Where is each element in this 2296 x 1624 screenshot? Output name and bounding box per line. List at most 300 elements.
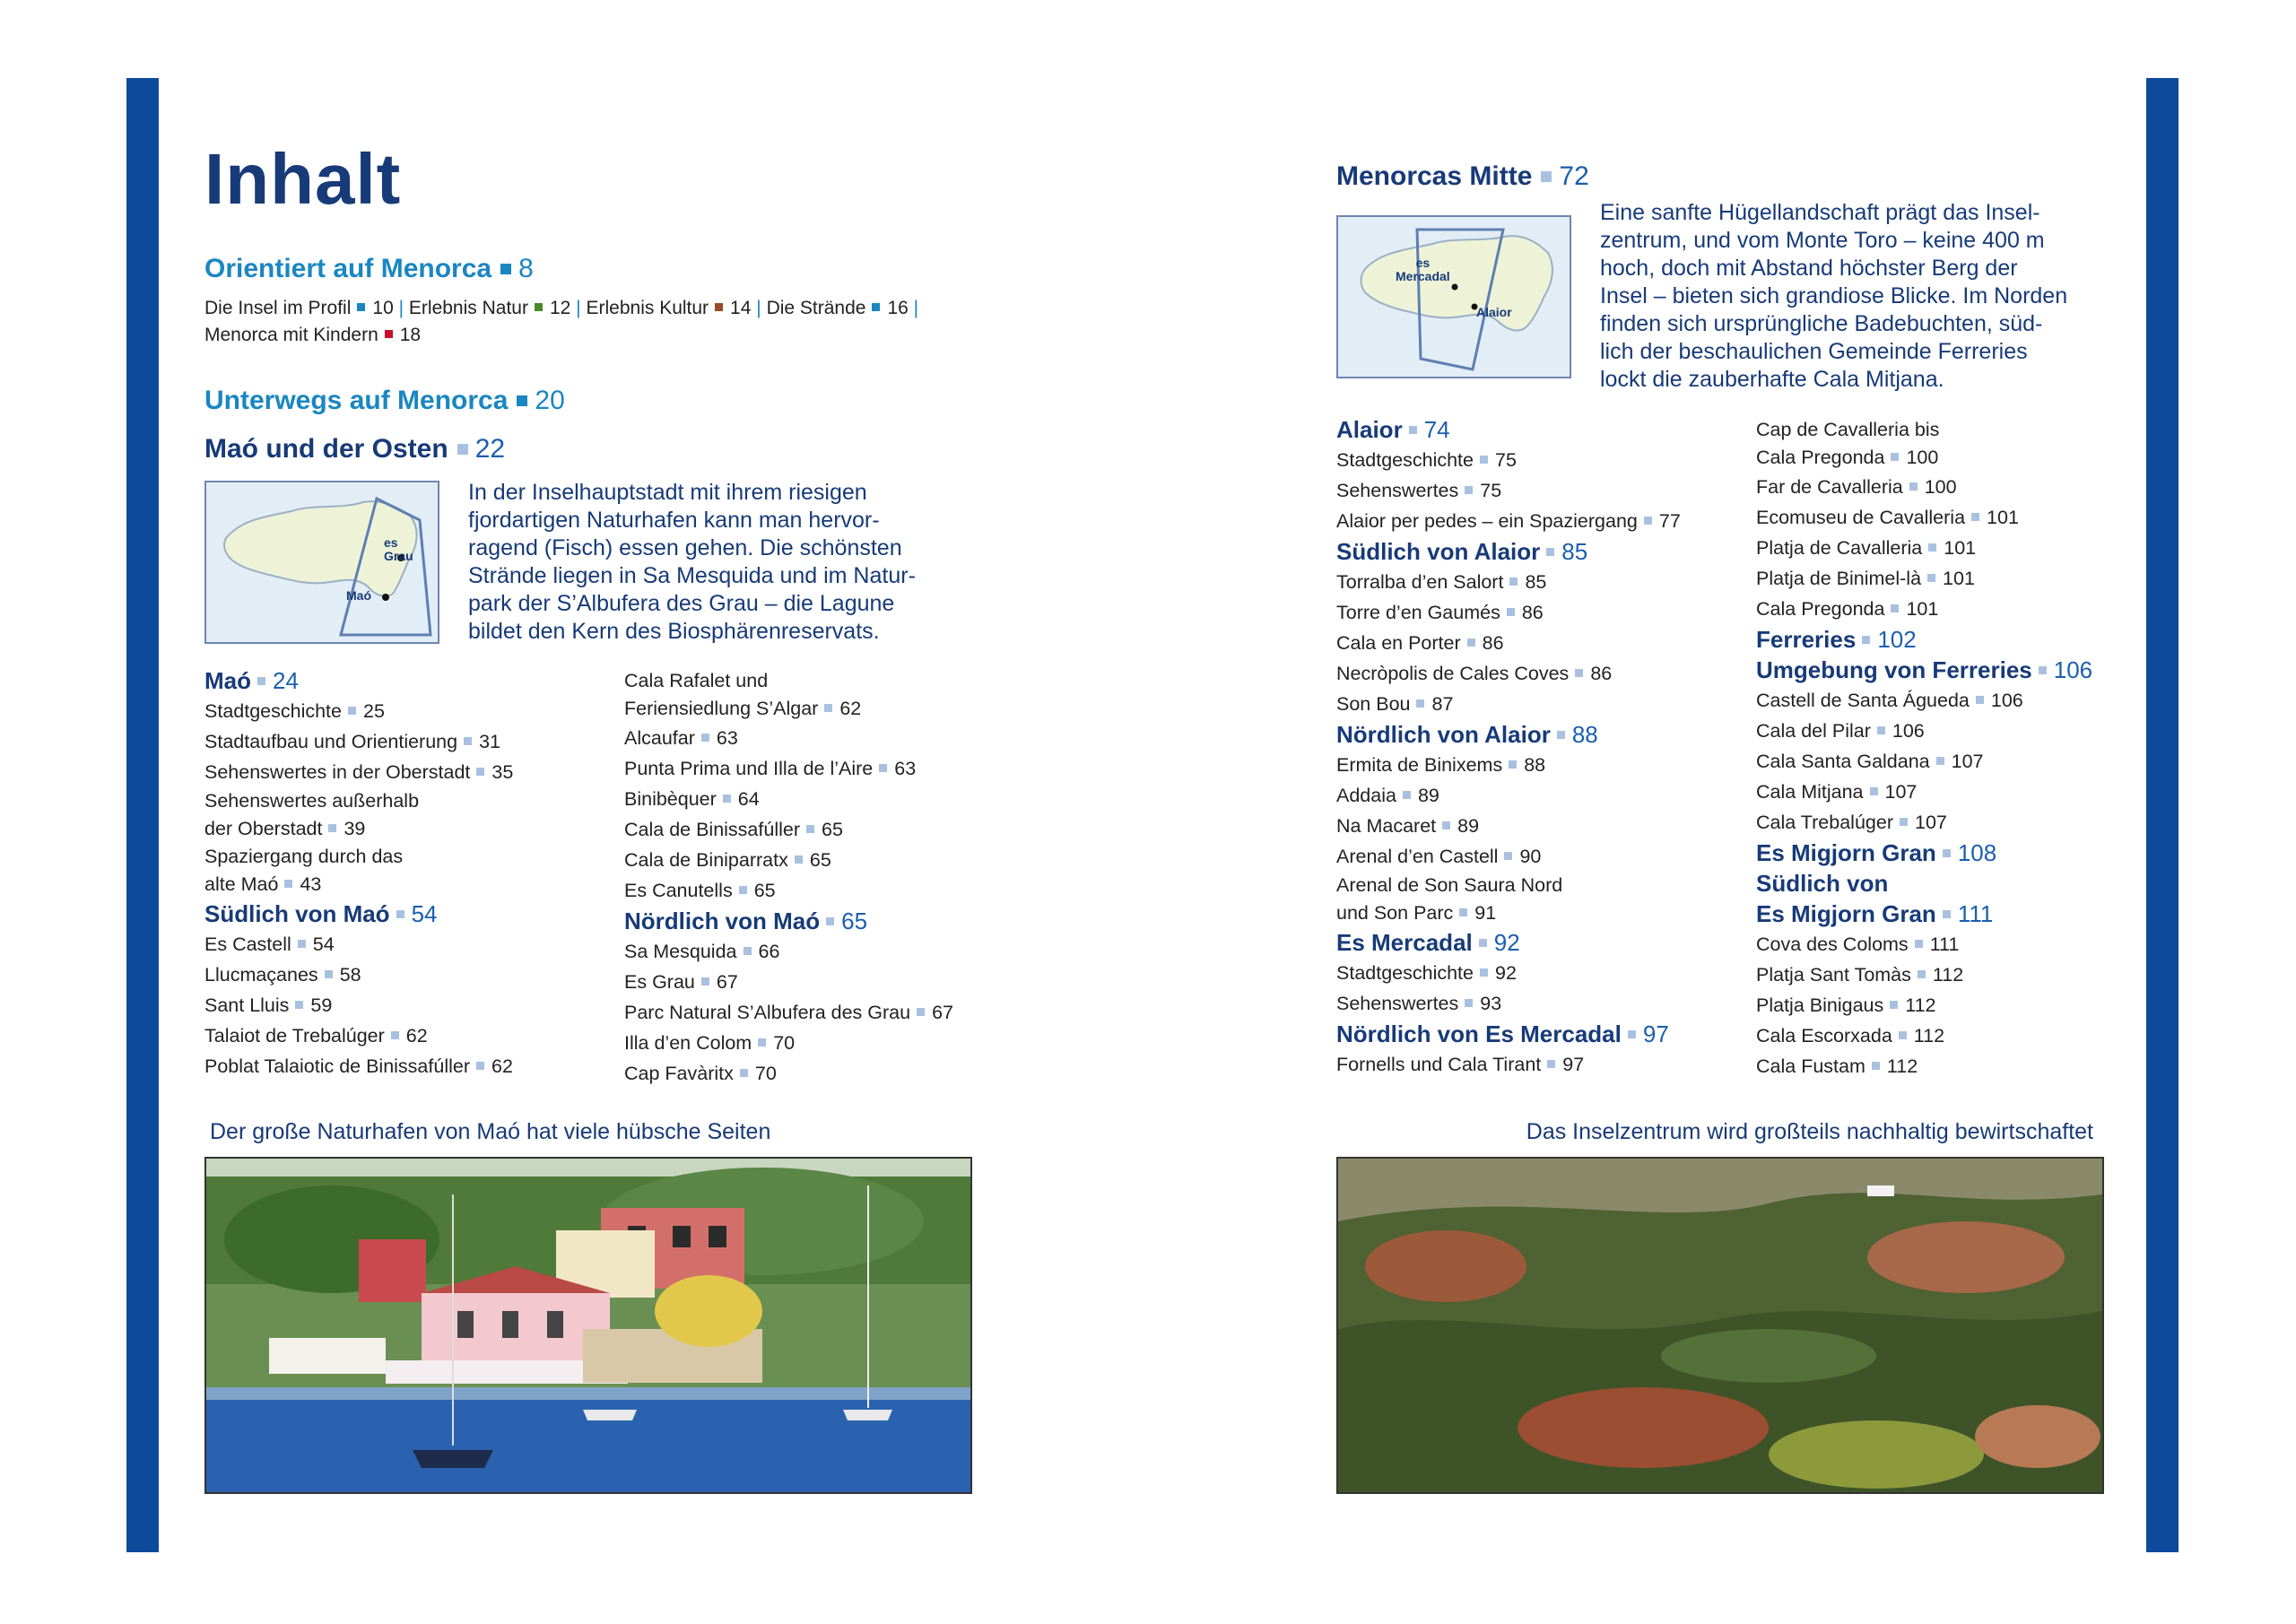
map-menorcas-mitte — [1336, 215, 1571, 378]
toc-entry-title: Torralba d’en Salort — [1336, 571, 1504, 593]
toc-entry-title-line2: alte Maó — [204, 873, 279, 895]
toc-entry[interactable] — [204, 1020, 617, 1051]
square-marker-icon — [325, 970, 333, 978]
toc-section-heading[interactable] — [1756, 624, 2115, 655]
page-number: 106 — [2053, 656, 2093, 683]
toc-entry[interactable] — [624, 936, 983, 967]
square-marker-icon — [1557, 731, 1565, 739]
square-marker-icon — [357, 303, 365, 311]
toc-entry[interactable] — [624, 784, 983, 814]
square-marker-icon — [2039, 666, 2047, 674]
toc-entry[interactable] — [1756, 1051, 2115, 1081]
square-marker-icon — [295, 1001, 303, 1009]
toc-entry[interactable] — [1756, 746, 2115, 777]
toc-entry[interactable] — [1336, 628, 1749, 658]
page-number: 65 — [822, 819, 843, 840]
page-number: 58 — [339, 964, 361, 986]
page-number: 93 — [1480, 993, 1502, 1014]
square-marker-icon — [1943, 849, 1951, 857]
page-number: 64 — [737, 788, 760, 810]
page-number: 85 — [1561, 538, 1588, 565]
toc-entry[interactable] — [624, 997, 983, 1028]
toc-entry[interactable] — [204, 757, 617, 787]
right-page-edge-bar — [2146, 78, 2179, 1552]
page-number: 92 — [1493, 929, 1520, 956]
island-map-icon — [1338, 217, 1570, 377]
square-marker-icon — [1546, 548, 1554, 556]
toc-entry-title: Sehenswertes — [1336, 480, 1459, 501]
page-number: 62 — [405, 1025, 428, 1046]
page-number: 106 — [1892, 720, 1925, 742]
square-marker-icon — [298, 940, 306, 948]
toc-entry-title: Nördlich von Es Mercadal — [1336, 1020, 1622, 1047]
page-number: 86 — [1521, 602, 1544, 623]
photo-caption-left: Der große Naturhafen von Maó hat viele hübsche Seiten — [210, 1119, 771, 1144]
toc-entry[interactable] — [1336, 750, 1749, 780]
page-number: 101 — [1987, 507, 2019, 528]
square-marker-icon — [723, 795, 731, 803]
toc-entry-title: Cala del Pilar — [1756, 720, 1871, 742]
page-number: 67 — [932, 1002, 953, 1023]
intro-item[interactable]: Menorca mit Kindern — [204, 325, 378, 345]
toc-entry-title: Es Migjorn Gran — [1756, 839, 1936, 866]
toc-entry[interactable] — [204, 726, 617, 757]
toc-entry[interactable] — [1336, 567, 1749, 597]
square-marker-icon — [1915, 940, 1923, 948]
toc-entry-title: Südlich von Maó — [204, 900, 390, 927]
square-marker-icon — [257, 677, 265, 685]
square-marker-icon — [1877, 726, 1885, 734]
toc-entry-title: Parc Natural S’Albufera des Grau — [624, 1002, 911, 1023]
toc-entry[interactable] — [1336, 445, 1749, 475]
toc-entry-title: Cala Rafalet und — [624, 670, 769, 691]
toc-entry-title: Sehenswertes in der Oberstadt — [204, 761, 471, 783]
square-marker-icon — [1480, 968, 1488, 977]
square-marker-icon — [826, 917, 834, 925]
page-number: 75 — [1480, 480, 1502, 501]
square-marker-icon — [1971, 513, 1979, 521]
toc-entry-title-line2: Cala Pregonda — [1756, 447, 1885, 468]
toc-entry[interactable] — [1756, 416, 2115, 472]
page-number: 86 — [1482, 632, 1504, 654]
square-marker-icon — [879, 764, 887, 772]
page-number: 67 — [716, 971, 738, 993]
toc-entry[interactable] — [624, 967, 983, 997]
square-marker-icon — [1459, 908, 1467, 916]
square-marker-icon — [1547, 1060, 1555, 1068]
toc-entry-title: Talaiot de Trebalúger — [204, 1025, 385, 1046]
page-number: 63 — [716, 727, 738, 749]
toc-section-heading[interactable] — [1756, 655, 2115, 685]
toc-entry-title: Poblat Talaiotic de Binissafúller — [204, 1055, 470, 1077]
toc-entry-title: Ferreries — [1756, 626, 1857, 653]
square-marker-icon — [1927, 574, 1935, 582]
toc-entry-title-line2: der Oberstadt — [204, 818, 323, 839]
square-marker-icon — [396, 910, 404, 918]
square-marker-icon — [1409, 426, 1417, 434]
page-number: 112 — [1913, 1025, 1945, 1046]
toc-entry[interactable] — [1756, 594, 2115, 624]
square-marker-icon — [1403, 791, 1411, 799]
toc-entry[interactable] — [1336, 475, 1749, 506]
toc-entry[interactable] — [624, 1058, 983, 1089]
square-marker-icon — [1918, 970, 1926, 978]
square-marker-icon — [1504, 852, 1512, 860]
toc-entry-title: Na Macaret — [1336, 815, 1437, 837]
heading-mitte[interactable] — [1336, 161, 1589, 192]
page-number: 85 — [1525, 571, 1547, 593]
square-marker-icon — [535, 303, 543, 311]
toc-entry-title: Cala Pregonda — [1756, 598, 1885, 620]
square-marker-icon — [758, 1038, 766, 1046]
page-number: 31 — [479, 731, 501, 752]
toc-entry[interactable] — [1336, 958, 1749, 988]
toc-entry-title: Necròpolis de Cales Coves — [1336, 663, 1570, 684]
page-number: 92 — [1495, 962, 1517, 984]
square-marker-icon — [1541, 171, 1552, 182]
toc-entry-title: Cap Favàritx — [624, 1063, 734, 1084]
square-marker-icon — [739, 886, 747, 894]
intro-item[interactable]: Erlebnis Natur — [408, 298, 528, 318]
square-marker-icon — [740, 1069, 748, 1077]
square-marker-icon — [1509, 578, 1518, 586]
toc-entry-title: Platja de Binimel-là — [1756, 568, 1922, 589]
toc-entry-title-line2: Feriensiedlung S’Algar — [624, 698, 819, 719]
square-marker-icon — [1575, 669, 1583, 677]
toc-section-heading[interactable] — [204, 665, 617, 696]
square-marker-icon — [1479, 939, 1487, 947]
toc-entry[interactable] — [204, 990, 617, 1020]
toc-entry[interactable] — [1756, 472, 2115, 502]
separator: | — [913, 298, 919, 318]
toc-entry[interactable] — [624, 875, 983, 906]
landscape-photo-image — [1338, 1159, 2102, 1492]
toc-section-heading[interactable] — [1336, 719, 1749, 750]
toc-entry[interactable] — [1756, 990, 2115, 1020]
toc-section-heading[interactable] — [1336, 1019, 1749, 1049]
toc-entry[interactable] — [624, 753, 983, 784]
toc-entry[interactable] — [1336, 988, 1749, 1019]
page-number: 65 — [841, 908, 868, 934]
toc-entry[interactable] — [1756, 685, 2115, 716]
square-marker-icon — [1900, 818, 1908, 826]
square-marker-icon — [1890, 1001, 1898, 1009]
map-label-es-mercadal: es Mercadal — [1396, 256, 1450, 283]
page-number: 107 — [1884, 781, 1918, 803]
page-number: 112 — [1886, 1055, 1918, 1077]
toc-entry[interactable] — [1756, 929, 2115, 960]
toc-entry-title-line2: Es Migjorn Gran — [1756, 900, 1936, 927]
toc-entry[interactable] — [1756, 716, 2115, 746]
page-number: 22 — [474, 434, 506, 464]
page-number: 65 — [809, 849, 831, 871]
toc-entry-title: Nördlich von Maó — [624, 908, 821, 934]
page-number: 90 — [1519, 846, 1542, 867]
heading-unterwegs-label: Unterwegs auf Menorca — [204, 386, 509, 415]
toc-entry[interactable] — [1336, 872, 1749, 927]
heading-orientiert-label: Orientiert auf Menorca — [204, 254, 492, 283]
page-number: 8 — [518, 254, 534, 283]
toc-entry[interactable] — [1336, 780, 1749, 811]
square-marker-icon — [1465, 486, 1473, 494]
heading-osten-label: Maó und der Osten — [204, 434, 448, 464]
square-marker-icon — [476, 1062, 484, 1070]
page-number: 100 — [1906, 447, 1939, 468]
square-marker-icon — [1976, 696, 1984, 704]
toc-entry-title: Sehenswertes — [1336, 993, 1459, 1014]
toc-entry[interactable] — [204, 929, 617, 960]
toc-entry[interactable] — [204, 696, 617, 726]
toc-entry[interactable] — [204, 843, 617, 899]
square-marker-icon — [701, 734, 709, 742]
toc-entry-title: Stadtaufbau und Orientierung — [204, 731, 458, 752]
toc-entry-title: Sant Lluis — [204, 994, 290, 1016]
page-number: 54 — [411, 900, 438, 927]
page-number: 87 — [1431, 693, 1454, 715]
square-marker-icon — [715, 303, 723, 311]
toc-entry[interactable] — [1336, 597, 1749, 628]
toc-section-heading[interactable] — [1336, 414, 1749, 445]
toc-entry-title: Nördlich von Alaior — [1336, 721, 1551, 748]
toc-entry-title: Es Grau — [624, 971, 695, 993]
intro-item[interactable]: Die Insel im Profil — [204, 298, 352, 318]
page-number: 111 — [1929, 934, 1960, 955]
toc-entry-title: Torre d’en Gaumés — [1336, 602, 1500, 623]
page-number: 101 — [1906, 598, 1939, 620]
toc-entry-title: Platja Sant Tomàs — [1756, 964, 1911, 986]
page-number: 70 — [754, 1063, 777, 1084]
left-page-edge-bar — [126, 78, 159, 1552]
toc-entry-title: Platja de Cavalleria — [1756, 537, 1923, 559]
toc-entry-title: Cala en Porter — [1336, 632, 1461, 654]
toc-entry-title: Arenal d’en Castell — [1336, 846, 1499, 867]
square-marker-icon — [1467, 638, 1475, 647]
intro-item[interactable]: Die Strände — [766, 298, 866, 318]
square-marker-icon — [1928, 543, 1936, 551]
toc-section-heading[interactable] — [624, 906, 983, 936]
toc-entry[interactable] — [1336, 811, 1749, 841]
square-marker-icon — [806, 825, 814, 833]
square-marker-icon — [824, 704, 832, 712]
map-label-es-grau: es Grau — [384, 535, 413, 563]
toc-entry-title: Far de Cavalleria — [1756, 476, 1903, 498]
toc-entry[interactable] — [1756, 807, 2115, 838]
toc-entry-title: Binibèquer — [624, 788, 717, 810]
square-marker-icon — [476, 768, 484, 776]
toc-entry-title: Alcaufar — [624, 727, 695, 749]
map-mao-osten — [204, 481, 439, 644]
toc-entry-title: Son Bou — [1336, 693, 1411, 715]
toc-section-heading[interactable] — [1336, 536, 1749, 567]
toc-entry-title: Es Canutells — [624, 880, 733, 901]
page-number: 62 — [491, 1055, 513, 1077]
separator: | — [756, 298, 761, 318]
page-number: 66 — [758, 941, 780, 962]
square-marker-icon — [1909, 482, 1918, 491]
toc-entry-title: Südlich von Alaior — [1336, 538, 1541, 565]
intro-line-2: Menorca mit Kindern 18 — [204, 325, 422, 345]
toc-entry-title: Cova des Coloms — [1756, 934, 1909, 955]
page-number: 108 — [1957, 839, 1997, 866]
toc-column-left-1 — [204, 665, 617, 1081]
toc-entry[interactable] — [204, 787, 617, 843]
separator: | — [576, 298, 581, 318]
square-marker-icon — [464, 737, 472, 745]
landscape-photo — [1336, 1157, 2104, 1494]
toc-entry[interactable] — [1756, 960, 2115, 990]
toc-entry-title: Stadtgeschichte — [1336, 962, 1474, 984]
page-number: 107 — [1914, 812, 1947, 833]
toc-entry-title: Stadtgeschichte — [1336, 449, 1474, 471]
page-number: 63 — [894, 758, 917, 779]
page-number: 101 — [1944, 537, 1977, 559]
toc-entry[interactable] — [1336, 841, 1749, 872]
toc-section-heading[interactable] — [204, 899, 617, 929]
page-number: 112 — [1932, 964, 1964, 986]
page-number: 62 — [839, 698, 862, 719]
toc-entry-title: Fornells und Cala Tirant — [1336, 1054, 1542, 1075]
square-marker-icon — [1943, 910, 1951, 918]
toc-entry-title: Stadtgeschichte — [204, 700, 342, 722]
page-number: 25 — [363, 700, 385, 722]
toc-section-heading[interactable] — [1336, 927, 1749, 958]
toc-entry[interactable] — [204, 1051, 617, 1081]
square-marker-icon — [1465, 999, 1473, 1007]
heading-mitte-label: Menorcas Mitte — [1336, 161, 1533, 191]
map-label-mao: Maó — [346, 588, 371, 603]
toc-entry[interactable] — [1336, 1049, 1749, 1080]
harbor-photo-image — [206, 1159, 970, 1492]
page-number: 89 — [1457, 815, 1480, 837]
toc-entry-title: Llucmaçanes — [204, 964, 318, 986]
square-marker-icon — [517, 395, 527, 406]
toc-column-right-1 — [1336, 414, 1749, 1080]
square-marker-icon — [1936, 757, 1944, 765]
toc-entry-title: Cala Santa Galdana — [1756, 751, 1930, 772]
section-blurb-osten: In der Inselhauptstadt mit ihrem riesigen fjordartigen Naturhafen kann man hervor- ragend (Fisch) essen gehen. Die schönsten Strände liegen in Sa Mesquida und im Natur- park der S’Albufera des Grau – die Lagune bildet den Kern des Biosphärenreservats. — [468, 480, 916, 644]
toc-entry-title: Spaziergang durch das — [204, 846, 404, 867]
page-number: 101 — [1943, 568, 1975, 589]
toc-entry[interactable] — [204, 960, 617, 990]
toc-entry-title: Cala Escorxada — [1756, 1025, 1892, 1046]
heading-orientiert[interactable] — [204, 254, 534, 284]
square-marker-icon — [1891, 604, 1899, 612]
toc-entry-title: Es Castell — [204, 934, 291, 955]
heading-unterwegs[interactable] — [204, 386, 565, 416]
page-number: 107 — [1951, 751, 1984, 772]
toc-entry[interactable] — [624, 723, 983, 753]
square-marker-icon — [795, 855, 803, 864]
page-number: 88 — [1524, 754, 1546, 776]
page-number: 65 — [753, 880, 776, 901]
toc-entry-title: Castell de Santa Águeda — [1756, 690, 1970, 711]
intro-line-1: Die Insel im Profil 10 | Erlebnis Natur 12 | Erlebnis Kultur 14 | Die Strände 16 | — [204, 298, 919, 318]
toc-entry[interactable] — [1756, 777, 2115, 807]
page-number: 24 — [273, 667, 299, 694]
page-number: 106 — [1990, 690, 2023, 711]
map-label-alaior: Alaior — [1476, 305, 1512, 319]
toc-entry[interactable] — [624, 667, 983, 723]
toc-entry[interactable] — [1336, 689, 1749, 719]
square-marker-icon — [500, 264, 511, 274]
toc-entry[interactable] — [624, 814, 983, 845]
toc-entry[interactable] — [624, 845, 983, 875]
toc-section-heading[interactable] — [1756, 868, 2115, 929]
toc-entry-title: Punta Prima und Illa de l’Aire — [624, 758, 874, 779]
toc-entry[interactable] — [624, 1028, 983, 1058]
page-number: 74 — [1423, 416, 1450, 443]
harbor-photo — [204, 1157, 972, 1494]
toc-entry-title: Alaior per pedes – ein Spaziergang — [1336, 510, 1638, 532]
toc-column-right-2 — [1756, 416, 2115, 1081]
square-marker-icon — [1872, 1062, 1880, 1070]
page-number: 70 — [773, 1032, 796, 1054]
toc-entry-title: Ecomuseu de Cavalleria — [1756, 507, 1966, 528]
toc-entry-title: Cala Trebalúger — [1756, 812, 1893, 833]
square-marker-icon — [1442, 821, 1450, 829]
toc-entry[interactable] — [1336, 658, 1749, 689]
toc-entry[interactable] — [1336, 506, 1749, 536]
toc-entry-title-line2: und Son Parc — [1336, 902, 1454, 924]
page-number: 100 — [1924, 476, 1957, 498]
page-number: 86 — [1590, 663, 1613, 684]
square-marker-icon — [1628, 1030, 1636, 1038]
page-number: 91 — [1474, 902, 1497, 924]
page-title: Inhalt — [204, 139, 402, 219]
toc-entry-title: Cap de Cavalleria bis — [1756, 419, 1940, 440]
square-marker-icon — [917, 1008, 925, 1016]
square-marker-icon — [348, 707, 356, 715]
toc-entry-title: Platja Binigaus — [1756, 994, 1884, 1016]
toc-entry[interactable] — [1756, 563, 2115, 594]
toc-entry-title: Cala Fustam — [1756, 1055, 1866, 1077]
square-marker-icon — [284, 880, 292, 888]
heading-osten[interactable] — [204, 434, 505, 465]
page-number: 97 — [1642, 1020, 1669, 1047]
toc-entry-title: Sehenswertes außerhalb — [204, 790, 420, 812]
toc-entry-title: Es Mercadal — [1336, 929, 1473, 956]
section-blurb-mitte: Eine sanfte Hügellandschaft prägt das Insel- zentrum, und vom Monte Toro – keine 400 m hoch, doch mit Abstand höchster Berg der Insel – bieten sich grandiose Blicke. Im Norden finden sich ursprüngliche Badebuchten, süd- lich der beschaulichen Gemeinde Ferreries lockt die zauberhafte Cala Mitjana. — [1600, 200, 2068, 392]
square-marker-icon — [457, 444, 468, 455]
page-number: 43 — [300, 873, 322, 895]
page-number: 102 — [1877, 626, 1917, 653]
toc-entry-title: Illa d’en Colom — [624, 1032, 752, 1054]
toc-section-heading[interactable] — [1756, 838, 2115, 868]
square-marker-icon — [1899, 1031, 1907, 1039]
intro-item[interactable]: Erlebnis Kultur — [586, 298, 709, 318]
toc-entry-title: Addaia — [1336, 785, 1396, 806]
separator: | — [398, 298, 404, 318]
square-marker-icon — [1891, 453, 1899, 461]
toc-entry-title: Cala de Biniparratx — [624, 849, 788, 871]
photo-caption-right: Das Inselzentrum wird großteils nachhaltig bewirtschaftet — [1526, 1119, 2093, 1144]
toc-entry-title: Cala de Binissafúller — [624, 819, 800, 840]
page-number: 39 — [344, 818, 366, 839]
page-number: 35 — [491, 761, 514, 783]
square-marker-icon — [1644, 517, 1652, 525]
toc-entry[interactable] — [1756, 533, 2115, 563]
square-marker-icon — [385, 330, 393, 338]
page-number: 112 — [1905, 994, 1936, 1016]
page-number: 111 — [1957, 900, 1994, 927]
page-number: 89 — [1417, 785, 1439, 806]
toc-entry[interactable] — [1756, 502, 2115, 533]
square-marker-icon — [328, 824, 336, 832]
square-marker-icon — [872, 303, 880, 311]
square-marker-icon — [1509, 760, 1517, 769]
square-marker-icon — [1480, 456, 1488, 464]
toc-entry[interactable] — [1756, 1020, 2115, 1051]
